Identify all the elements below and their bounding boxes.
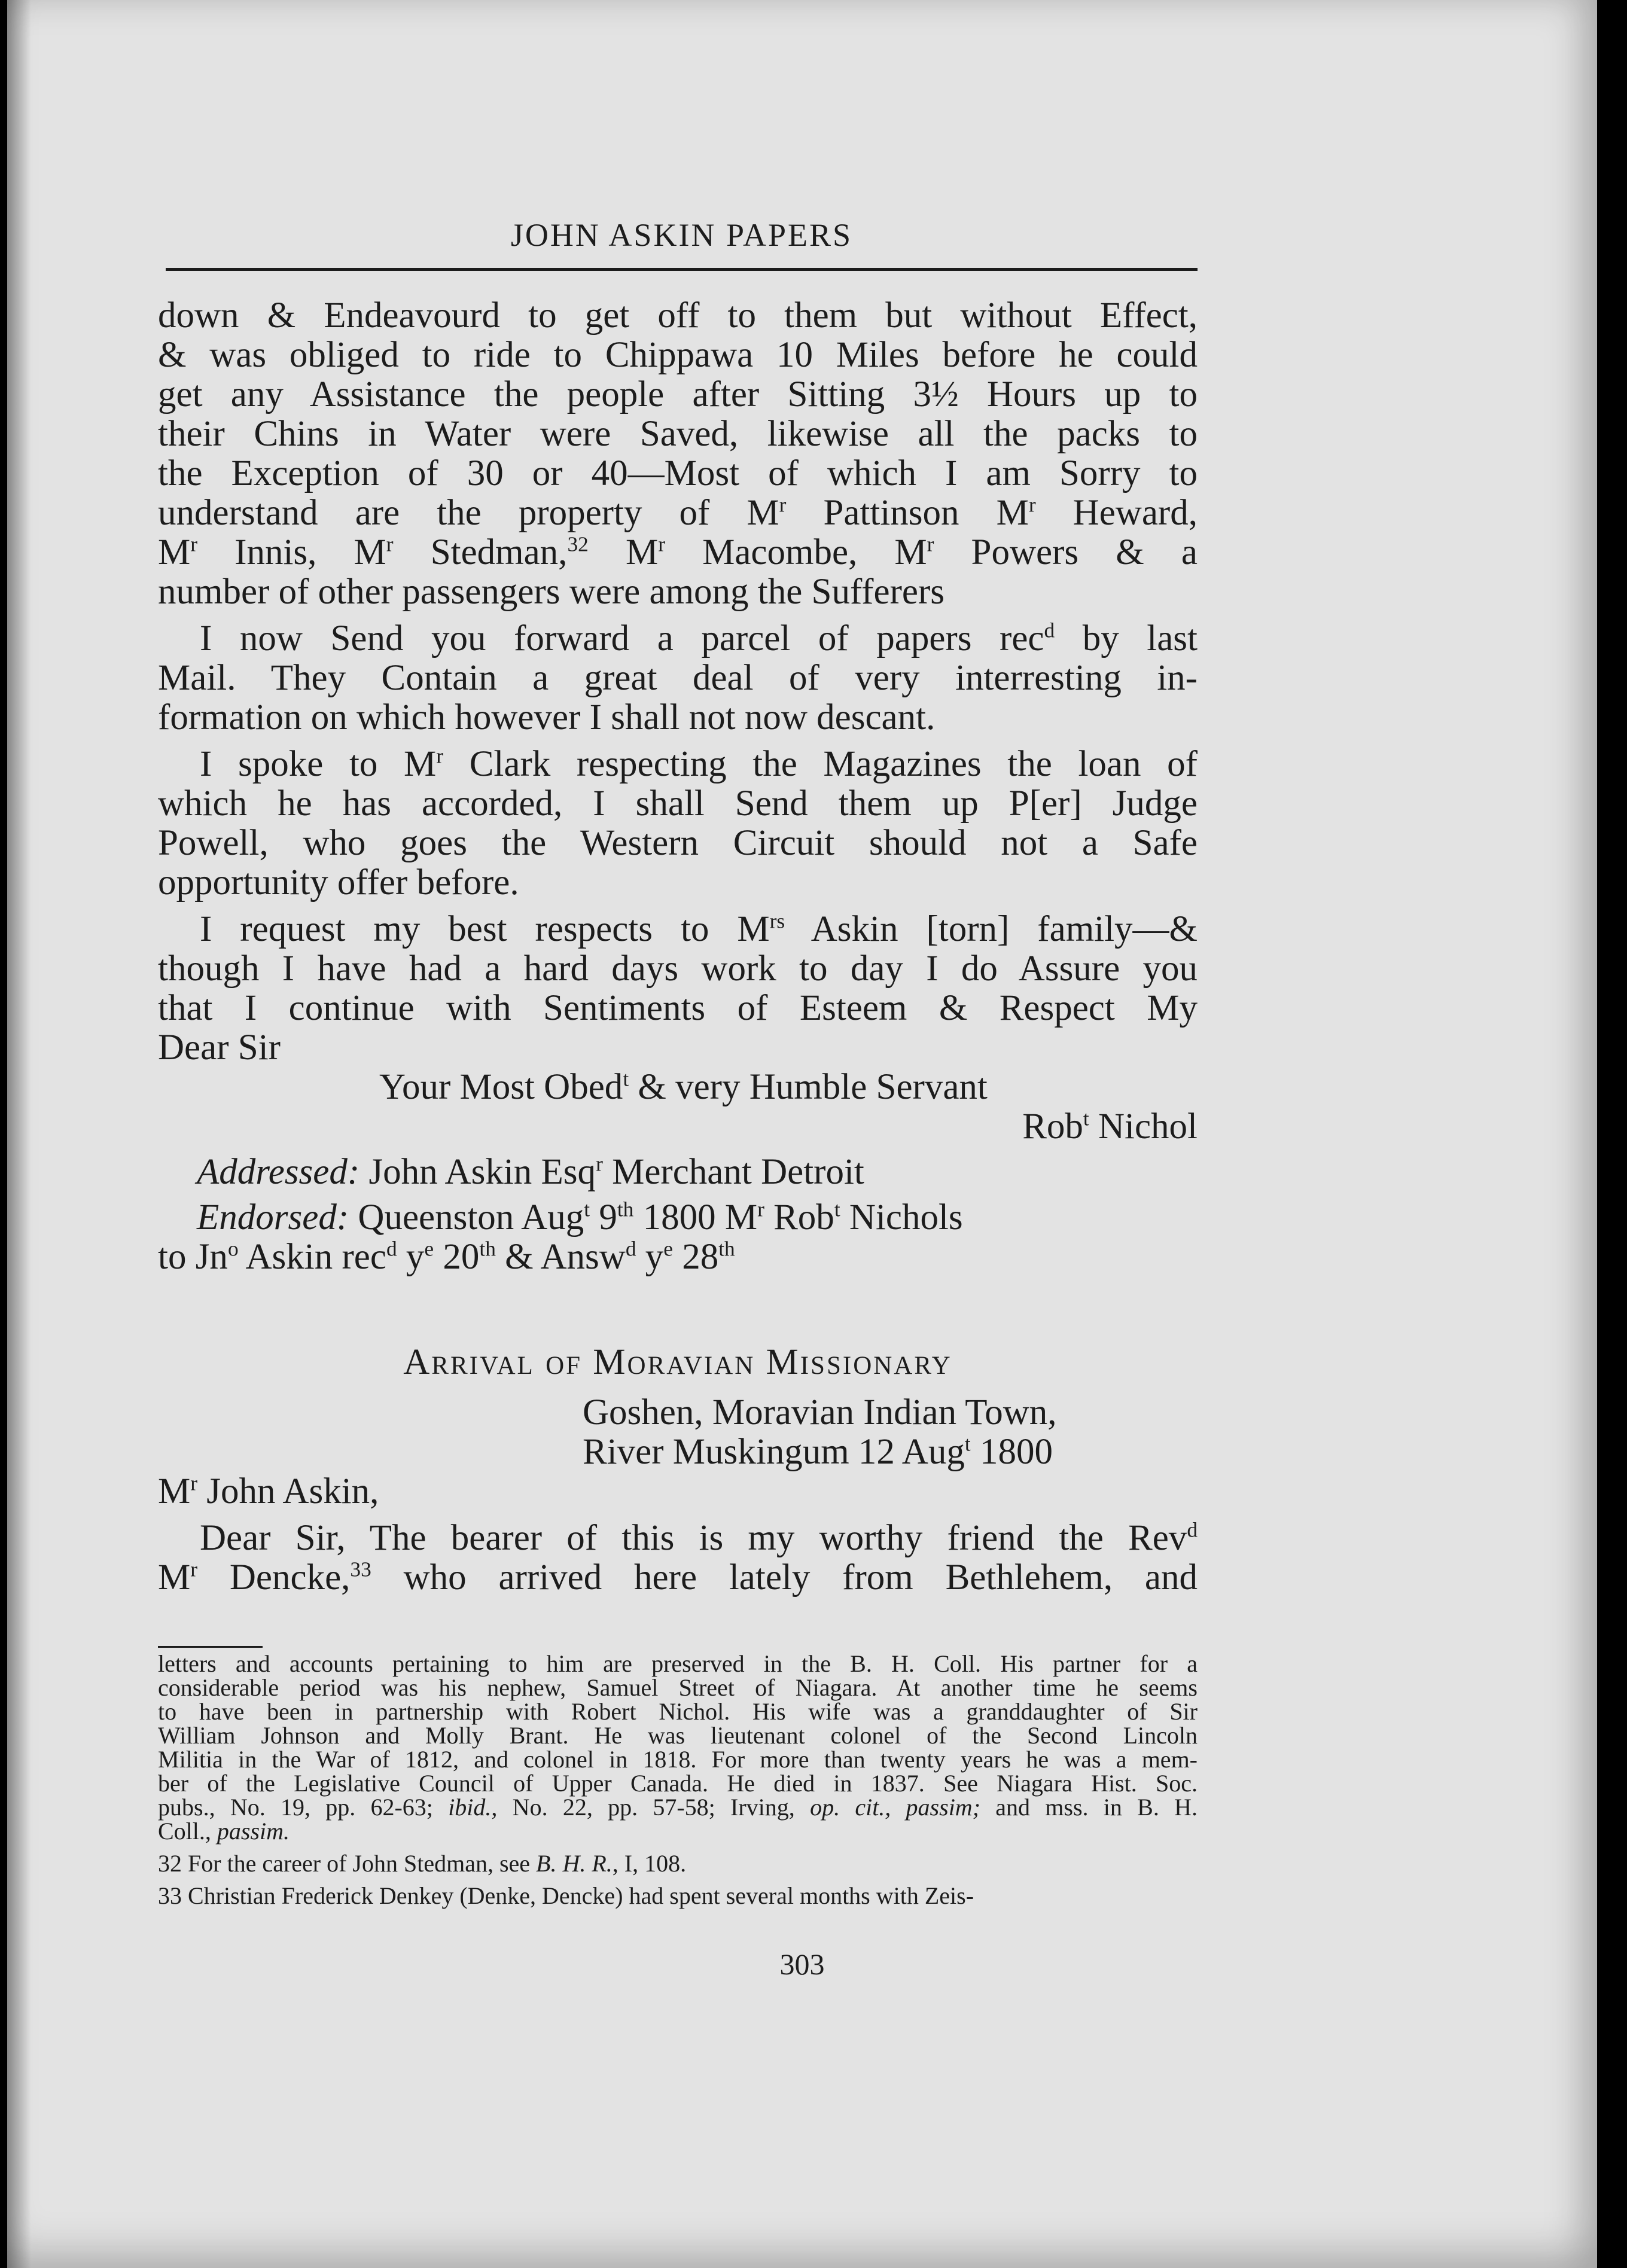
paragraph-letter2 bbox=[158, 1519, 1198, 1598]
body-line: I request my best respects to $M^{rs}$ Askin [torn] family—& bbox=[200, 909, 1198, 949]
dateline: Goshen, Moravian Indian Town, bbox=[583, 1392, 1057, 1432]
body-line: formation on which however I shall not now descant. bbox=[158, 697, 936, 737]
footnotes bbox=[158, 1652, 1198, 1908]
endorsed-line-2: to Jn$^o$ Askin rec$^d$ $y^e$ 20th & Answ$^d$ $y^e$ 28th bbox=[158, 1236, 735, 1277]
footnote-32: 32 For the career of John Stedman, see B. H. R., I, 108. bbox=[158, 1850, 687, 1877]
paragraph-respects bbox=[158, 910, 1198, 1068]
footnote-33: 33 Christian Frederick Denkey (Denke, Dencke) had spent several months with Zeis- bbox=[158, 1882, 974, 1909]
body-line: I spoke to $M^r$ Clark respecting the Magazines the loan of bbox=[200, 743, 1198, 784]
body-line: opportunity offer before. bbox=[158, 862, 519, 903]
body-text bbox=[158, 296, 1198, 1598]
letter-closing: Your Most Obed$^t$ & very Humble Servant bbox=[379, 1066, 988, 1107]
body-line: get any Assistance the people after Sitting 3½ Hours up to bbox=[158, 374, 1198, 414]
body-line: I now Send you forward a parcel of papers rec$^d$ by last bbox=[200, 618, 1198, 659]
body-line: $M^r$ Dencke,$^{33}$ who arrived here lately from Bethlehem, and bbox=[158, 1557, 1198, 1598]
footnote-line: considerable period was his nephew, Samuel Street of Niagara. At another time he seems bbox=[158, 1674, 1198, 1701]
endorsed-line: Endorsed: Queenston Aug$^t$ 9th 1800 $M^r$ Rob$^t$ Nichols bbox=[197, 1197, 963, 1237]
addressed-line: Addressed: John Askin Esq$^r$ Merchant Detroit bbox=[197, 1151, 864, 1192]
page-edge-shadow bbox=[7, 0, 31, 2268]
footnote-line: Militia in the War of 1812, and colonel in 1818. For more than twenty years he was a mem- bbox=[158, 1746, 1198, 1773]
footnote-line: Coll., passim. bbox=[158, 1818, 290, 1845]
footnote-rule bbox=[158, 1646, 263, 1648]
body-line: & was obliged to ride to Chippawa 10 Miles before he could bbox=[158, 335, 1198, 375]
body-line: $M^r$ Innis, $M^r$ Stedman,$^{32}$ $M^r$ Macombe, $M^r$ Powers & a bbox=[158, 532, 1198, 572]
dateline-2: River Muskingum 12 Aug$^t$ 1800 bbox=[583, 1431, 1053, 1472]
footnote-line: letters and accounts pertaining to him are preserved in the B. H. Coll. His partner for a bbox=[158, 1650, 1198, 1677]
page-number: 303 bbox=[779, 1947, 825, 1981]
paragraph-papers bbox=[158, 619, 1198, 737]
footnote-line: to have been in partnership with Robert Nichol. His wife was a granddaughter of Sir bbox=[158, 1698, 1198, 1725]
body-line: Dear Sir bbox=[158, 1028, 281, 1068]
body-line: Dear Sir, The bearer of this is my worthy friend the Rev$^d$ bbox=[200, 1517, 1198, 1558]
paragraph-magazines bbox=[158, 745, 1198, 903]
body-line: understand are the property of $M^r$ Pattinson $M^r$ Heward, bbox=[158, 492, 1198, 533]
header-rule bbox=[166, 268, 1198, 271]
body-line: the Exception of 30 or 40—Most of which I am Sorry to bbox=[158, 453, 1198, 493]
body-line: which he has accorded, I shall Send them up P[er] Judge bbox=[158, 784, 1198, 824]
salutation: $M^r$ John Askin, bbox=[158, 1471, 379, 1511]
book-page bbox=[7, 0, 1597, 2268]
running-header: JOHN ASKIN PAPERS bbox=[510, 217, 853, 253]
body-line: that I continue with Sentiments of Esteem & Respect My bbox=[158, 988, 1198, 1028]
footnote-line: pubs., No. 19, pp. 62-63; ibid., No. 22, pp. 57-58; Irving, op. cit., passim; and mss. in B. H. bbox=[158, 1794, 1198, 1821]
signature: Rob$^t$ Nichol bbox=[1022, 1106, 1198, 1147]
body-line: Powell, who goes the Western Circuit should not a Safe bbox=[158, 823, 1198, 863]
footnote-line: ber of the Legislative Council of Upper Canada. He died in 1837. See Niagara Hist. Soc. bbox=[158, 1770, 1198, 1797]
section-heading: Arrival of Moravian Missionary bbox=[403, 1342, 952, 1382]
body-line: number of other passengers were among the Sufferers bbox=[158, 572, 945, 612]
body-line: though I have had a hard days work to day I do Assure you bbox=[158, 949, 1198, 989]
body-line: their Chins in Water were Saved, likewise all the packs to bbox=[158, 414, 1198, 454]
body-line: Mail. They Contain a great deal of very interresting in- bbox=[158, 658, 1198, 698]
body-line: down & Endeavourd to get off to them but without Effect, bbox=[158, 295, 1198, 336]
footnote-line: William Johnson and Molly Brant. He was lieutenant colonel of the Second Lincoln bbox=[158, 1722, 1198, 1749]
